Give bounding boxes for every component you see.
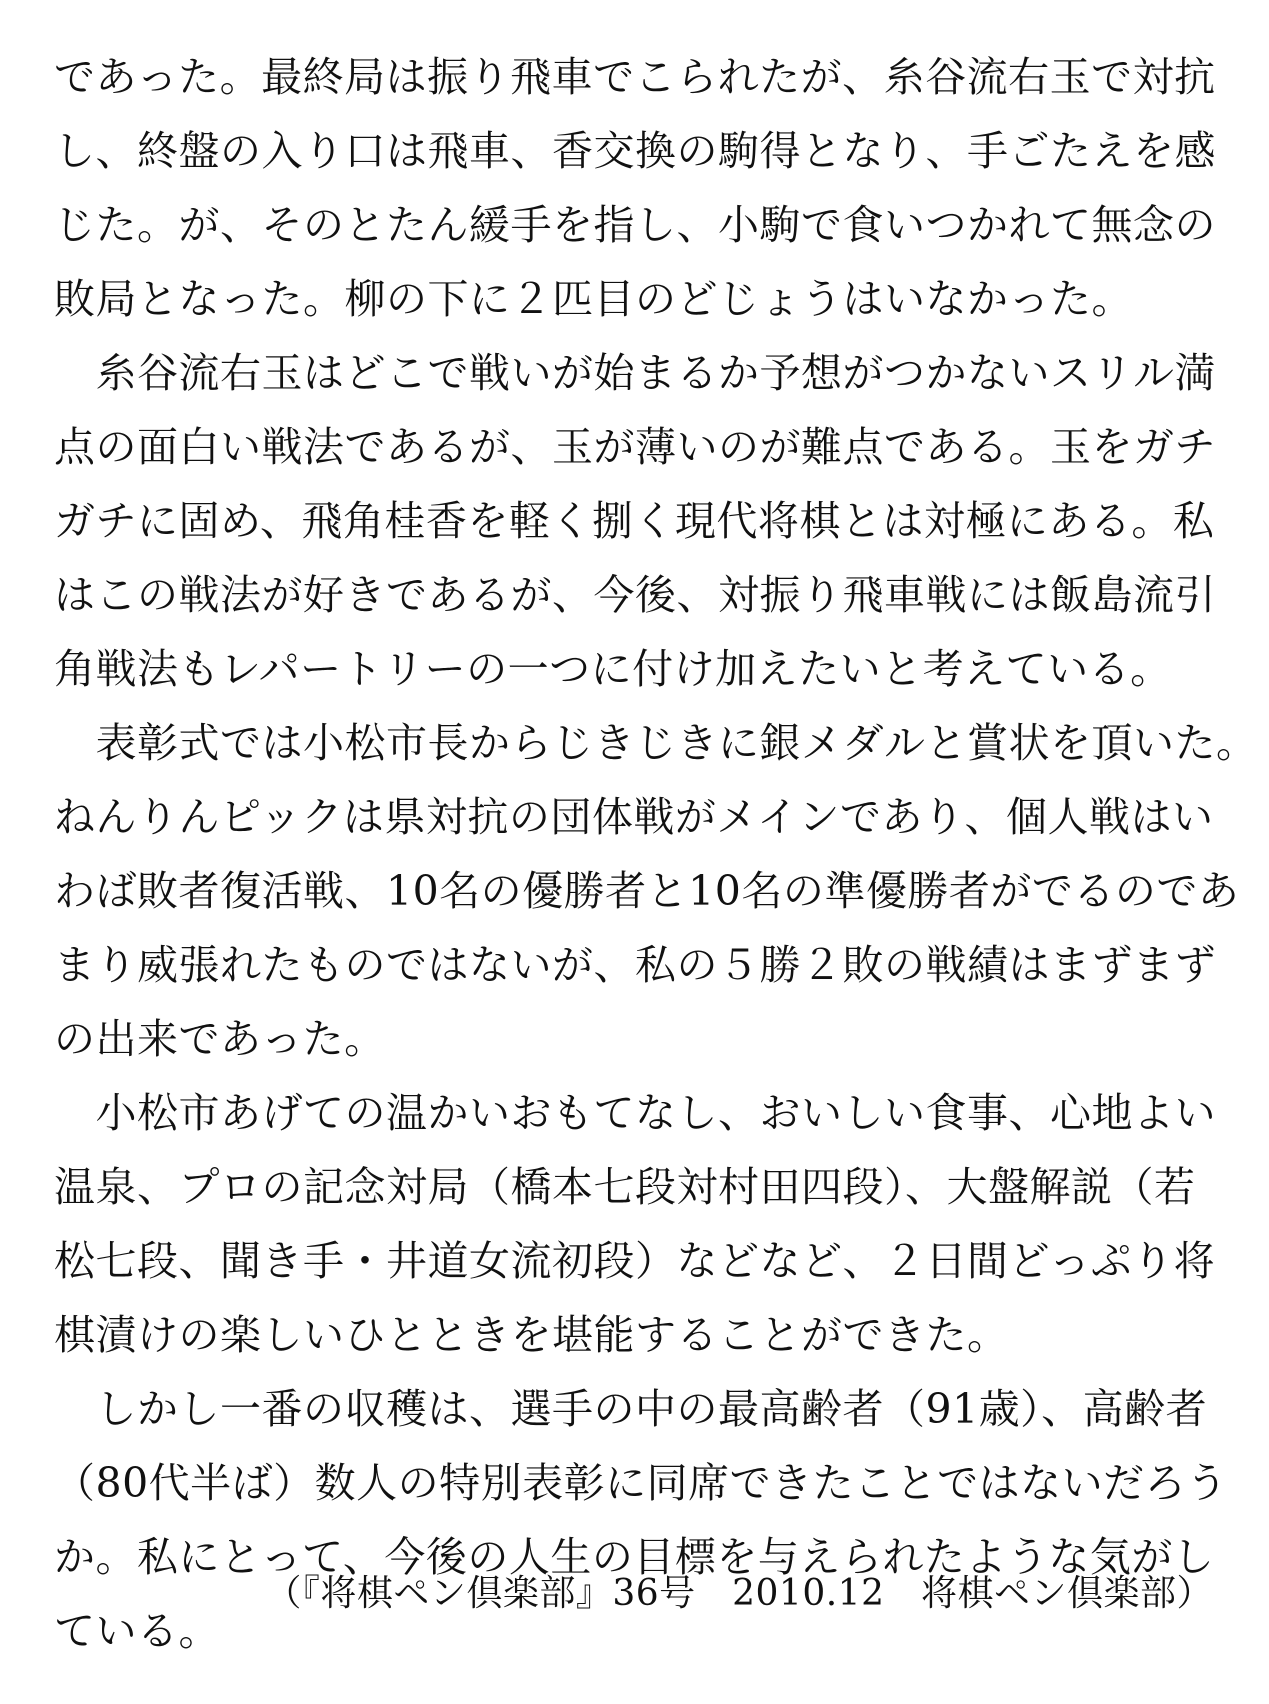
text-line: 点の面白い戦法であるが、玉が薄いのが難点である。玉をガチ	[54, 423, 1216, 471]
text-line: し、終盤の入り口は飛車、香交換の駒得となり、手ごたえを感	[54, 127, 1216, 175]
text-line: （80代半ば）数人の特別表彰に同席できたことではないだろう	[54, 1459, 1228, 1507]
paragraph-3	[54, 706, 1258, 1076]
text-line: しかし一番の収穫は、選手の中の最高齢者（91歳）、高齢者	[54, 1385, 1208, 1433]
paragraph-4	[54, 1076, 1219, 1372]
text-line: 棋漬けの楽しいひとときを堪能することができた。	[54, 1311, 1009, 1359]
paragraph-2	[54, 336, 1219, 706]
text-line: ねんりんピックは県対抗の団体戦がメインであり、個人戦はい	[54, 793, 1214, 841]
paragraph-1	[54, 40, 1219, 336]
text-line: 小松市あげての温かいおもてなし、おいしい食事、心地よい	[54, 1089, 1216, 1137]
text-line: 角戦法もレパートリーの一つに付け加えたいと考えている。	[54, 645, 1172, 693]
text-line: であった。最終局は振り飛車でこられたが、糸谷流右玉で対抗	[54, 53, 1216, 101]
text-line: じた。が、そのとたん緩手を指し、小駒で食いつかれて無念の	[54, 201, 1216, 249]
text-line: か。私にとって、今後の人生の目標を与えられたような気がし	[54, 1533, 1215, 1581]
text-line: ガチに固め、飛角桂香を軽く捌く現代将棋とは対極にある。私	[54, 497, 1215, 545]
text-line: 松七段、聞き手・井道女流初段）などなど、２日間どっぷり将	[54, 1237, 1216, 1285]
text-line: の出来であった。	[54, 1015, 386, 1063]
text-line: ている。	[54, 1607, 220, 1655]
text-line: 表彰式では小松市長からじきじきに銀メダルと賞状を頂いた。	[54, 719, 1258, 767]
text-line: 温泉、プロの記念対局（橋本七段対村田四段）、大盤解説（若	[54, 1163, 1196, 1211]
essay-body	[54, 40, 1258, 1668]
text-line: まり威張れたものではないが、私の５勝２敗の戦績はまずまず	[54, 941, 1216, 989]
text-line: 糸谷流右玉はどこで戦いが始まるか予想がつかないスリル満	[54, 349, 1216, 397]
text-line: はこの戦法が好きであるが、今後、対振り飛車戦には飯島流引	[54, 571, 1216, 619]
text-line: わば敗者復活戦、10名の優勝者と10名の準優勝者がでるのであ	[54, 867, 1240, 915]
text-line: 敗局となった。柳の下に２匹目のどじょうはいなかった。	[54, 275, 1133, 323]
source-citation: （『将棋ペン倶楽部』36号 2010.12 将棋ペン倶楽部）	[265, 1573, 1213, 1614]
